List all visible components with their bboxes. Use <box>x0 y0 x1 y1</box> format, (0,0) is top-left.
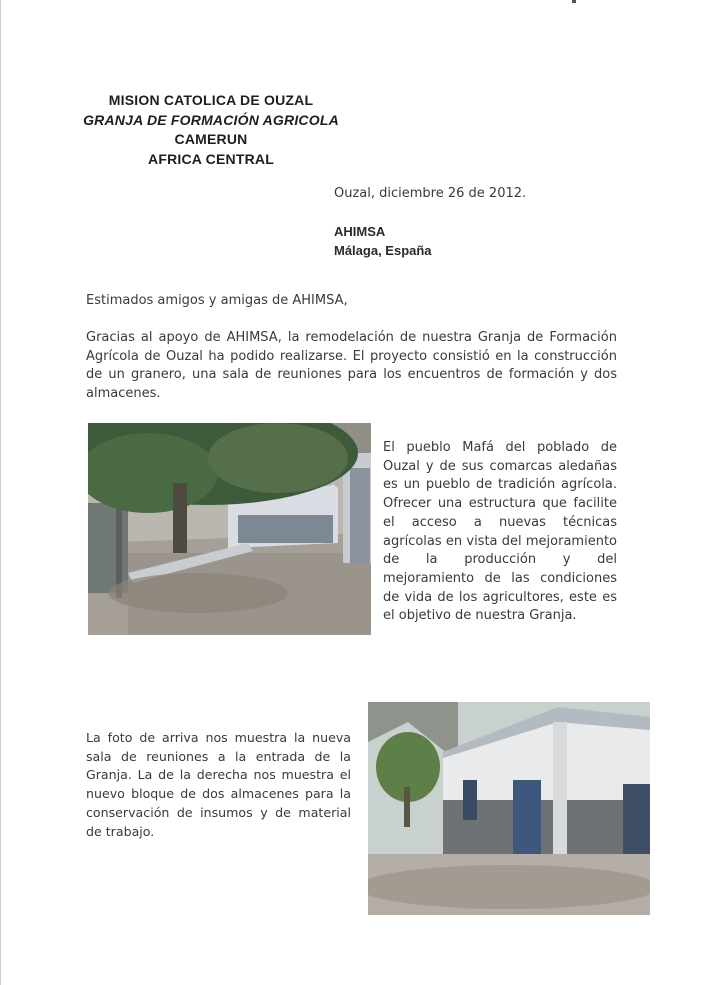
recipient-name: AHIMSA <box>334 224 386 239</box>
letter-date: Ouzal, diciembre 26 de 2012. <box>334 186 527 201</box>
village-paragraph: El pueblo Mafá del poblado de Ouzal y de sus comarcas aledañas es un pueblo de tradición agrícola. Ofrecer una estructura que facilite el acceso a nuevas técnicas agrícolas en vista del mejoramiento de la producción y del mejoramiento de las condiciones de vida de los agricultores, este es el objetivo de nuestra Granja. <box>383 440 617 624</box>
recipient-block <box>334 222 432 260</box>
letterhead-region: AFRICA CENTRAL <box>148 150 274 167</box>
meeting-hall-photo-graphic <box>88 423 371 635</box>
letterhead-mission: MISION CATOLICA DE OUZAL <box>108 92 314 108</box>
letterhead-country: CAMERUN <box>174 131 248 147</box>
letterhead-farm: GRANJA DE FORMACIÓN AGRICOLA <box>83 111 339 128</box>
salutation: Estimados amigos y amigas de AHIMSA, <box>86 293 348 308</box>
letterhead <box>61 91 361 169</box>
photo-caption-paragraph: La foto de arriva nos muestra la nueva sala de reuniones a la entrada de la Granja. La de la derecha nos muestra el nuevo bloque de dos almacenes para la conservación de insumos y de material de trabajo. <box>86 730 351 839</box>
intro-paragraph: Gracias al apoyo de AHIMSA, la remodelación de nuestra Granja de Formación Agrícola de Ouzal ha podido realizarse. El proyecto consistió en la construcción de un granero, una sala de reuniones para los encuentros de formación y dos almacenes. <box>86 330 617 401</box>
meeting-hall-photo <box>88 423 371 635</box>
scan-mark <box>572 0 576 3</box>
storage-block-photo <box>368 702 650 915</box>
recipient-place: Málaga, España <box>334 243 432 258</box>
storage-block-photo-graphic <box>368 702 650 915</box>
